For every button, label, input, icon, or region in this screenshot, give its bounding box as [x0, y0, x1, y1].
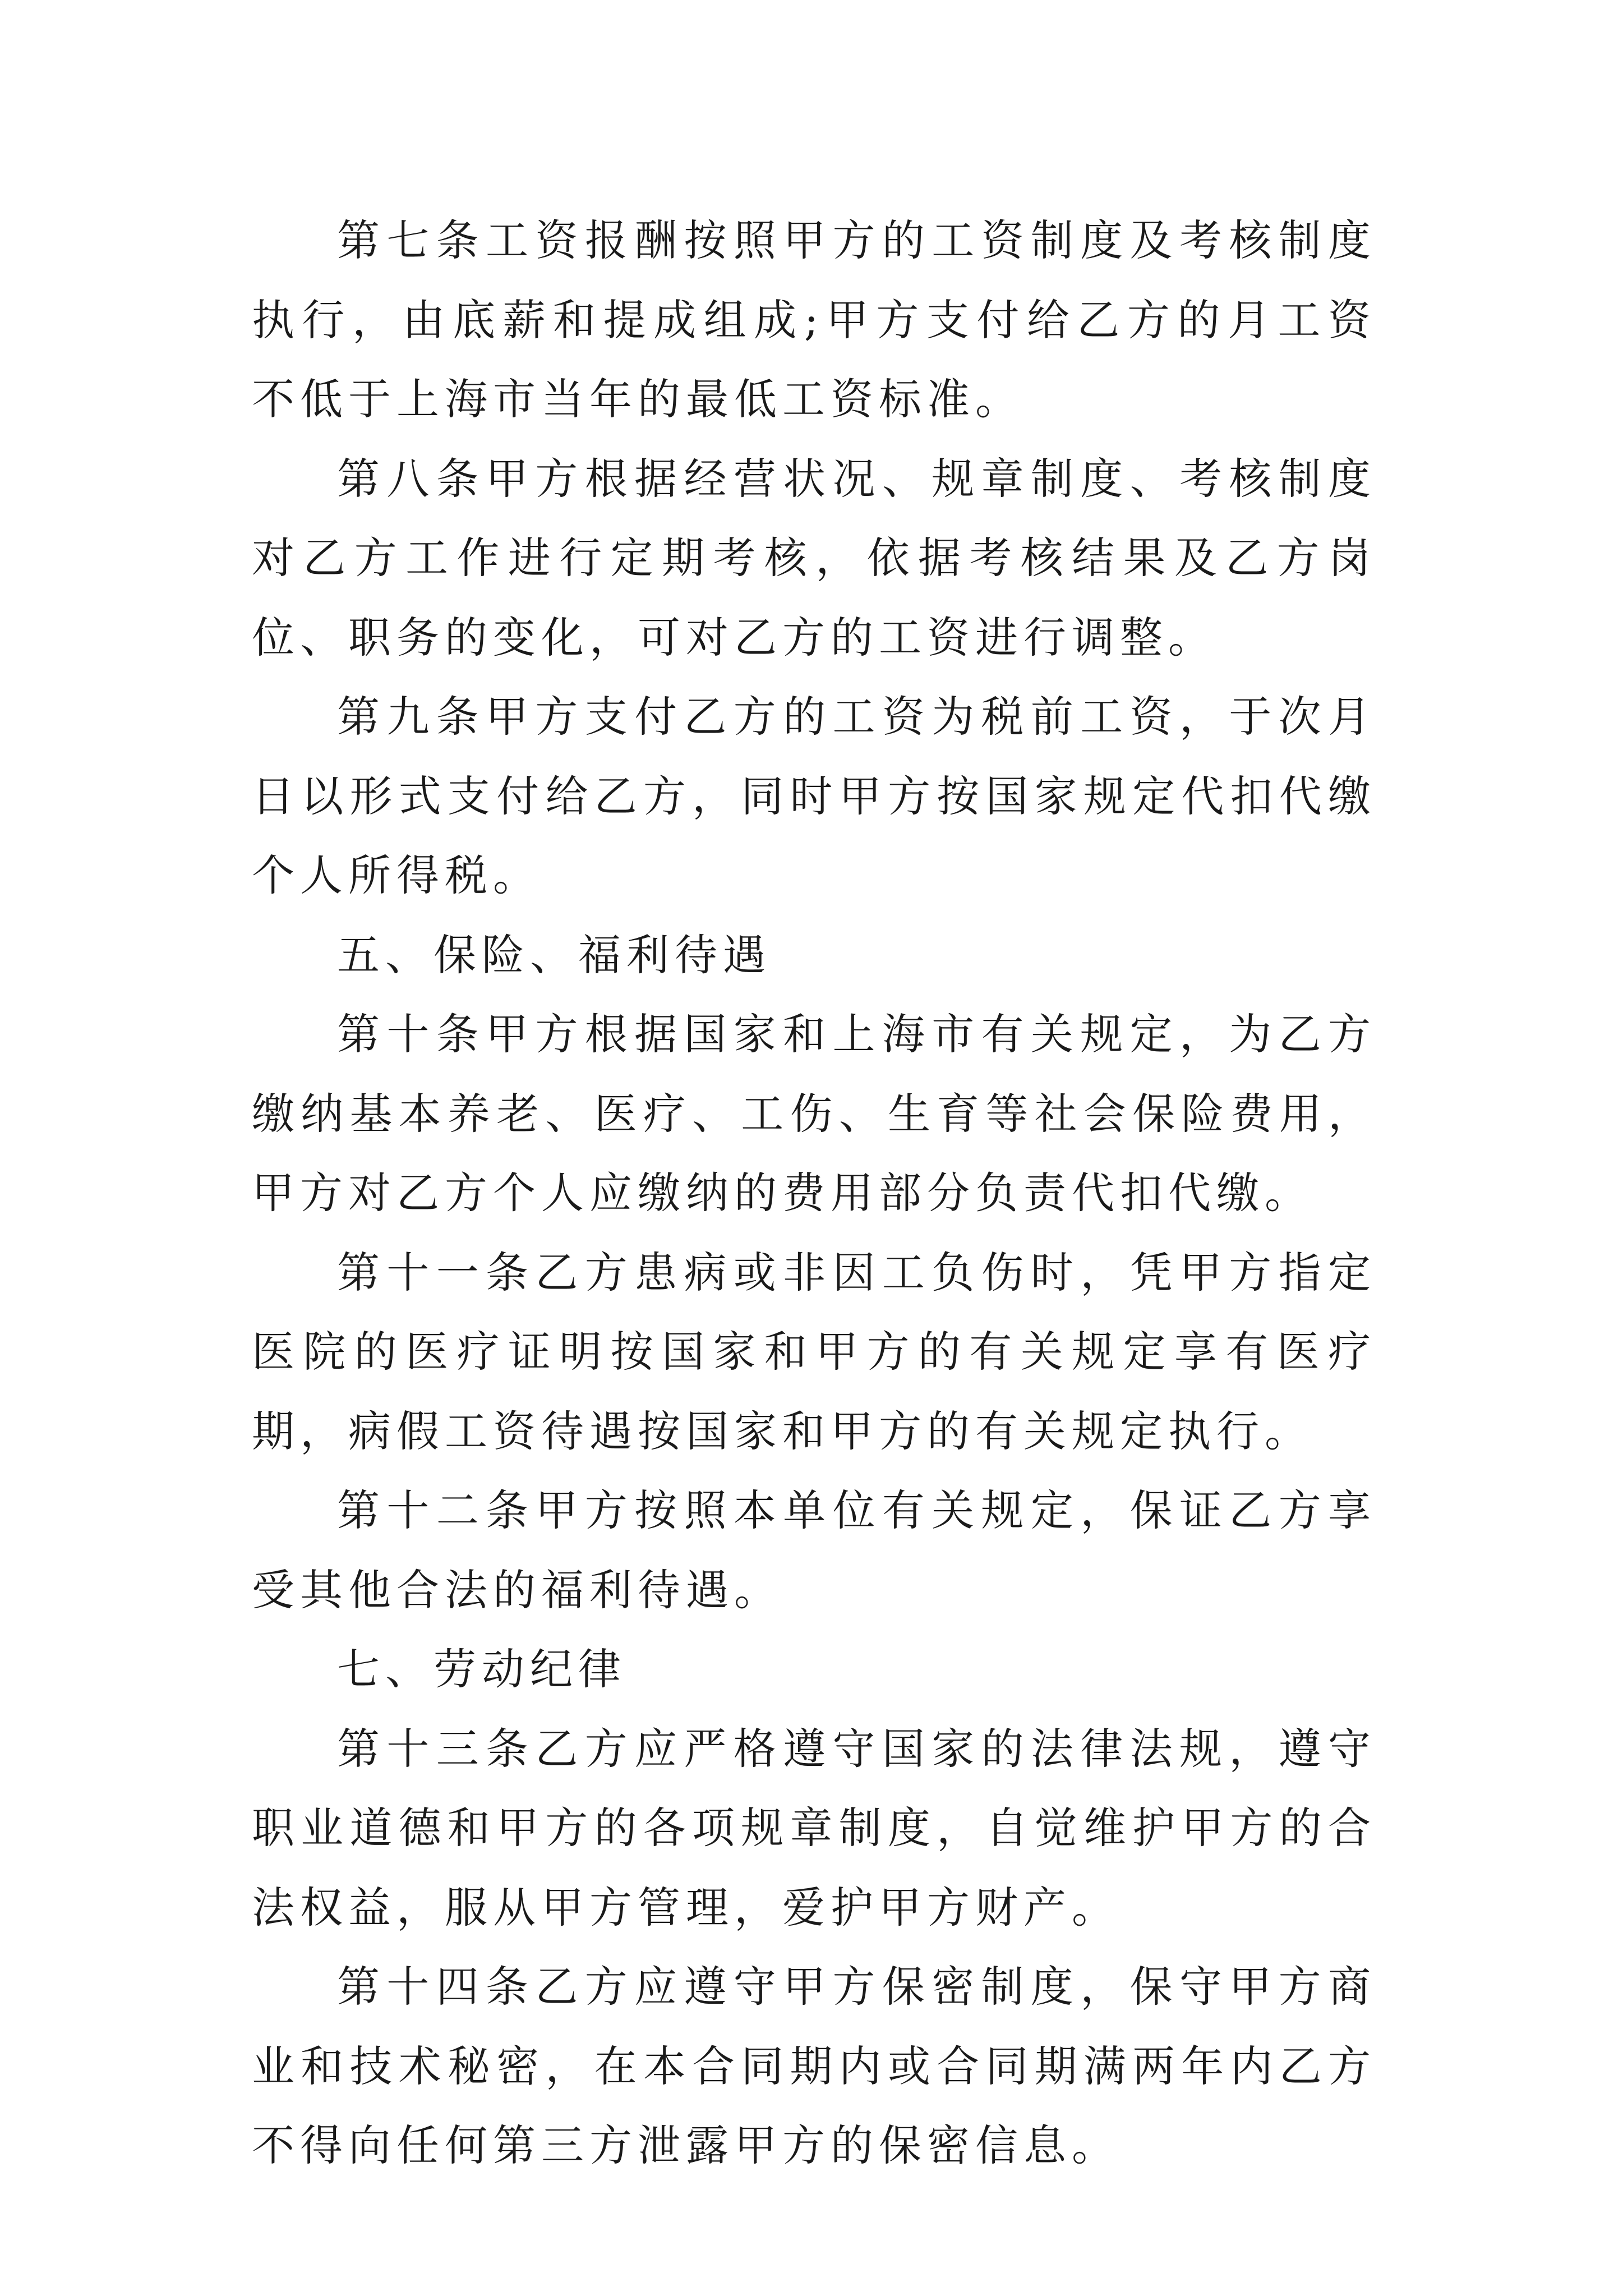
article-10-paragraph: 第十条甲方根据国家和上海市有关规定，为乙方缴纳基本养老、医疗、工伤、生育等社会保险费用，甲方对乙方个人应缴纳的费用部分负责代扣代缴。 [252, 1009, 1376, 1218]
section-heading-insurance: 五、保险、福利待遇 [337, 930, 771, 980]
section-heading-labor-discipline: 七、劳动纪律 [337, 1644, 626, 1694]
article-14-paragraph: 第十四条乙方应遵守甲方保密制度，保守甲方商业和技术秘密，在本合同期内或合同期满两年内乙方不得向任何第三方泄露甲方的保密信息。 [252, 1962, 1376, 2170]
article-9-paragraph: 第九条甲方支付乙方的工资为税前工资，于次月日以形式支付给乙方，同时甲方按国家规定代扣代缴个人所得税。 [252, 692, 1376, 900]
article-7-paragraph: 第七条工资报酬按照甲方的工资制度及考核制度执行，由底薪和提成组成;甲方支付给乙方的月工资不低于上海市当年的最低工资标准。 [252, 215, 1376, 424]
article-8-paragraph: 第八条甲方根据经营状况、规章制度、考核制度对乙方工作进行定期考核，依据考核结果及乙方岗位、职务的变化，可对乙方的工资进行调整。 [252, 453, 1376, 662]
article-12-paragraph: 第十二条甲方按照本单位有关规定，保证乙方享受其他合法的福利待遇。 [252, 1485, 1376, 1615]
article-13-paragraph: 第十三条乙方应严格遵守国家的法律法规，遵守职业道德和甲方的各项规章制度，自觉维护甲方的合法权益，服从甲方管理，爱护甲方财产。 [252, 1723, 1376, 1932]
document-body [252, 201, 1376, 2185]
article-11-paragraph: 第十一条乙方患病或非因工负伤时，凭甲方指定医院的医疗证明按国家和甲方的有关规定享有医疗期，病假工资待遇按国家和甲方的有关规定执行。 [252, 1247, 1376, 1456]
